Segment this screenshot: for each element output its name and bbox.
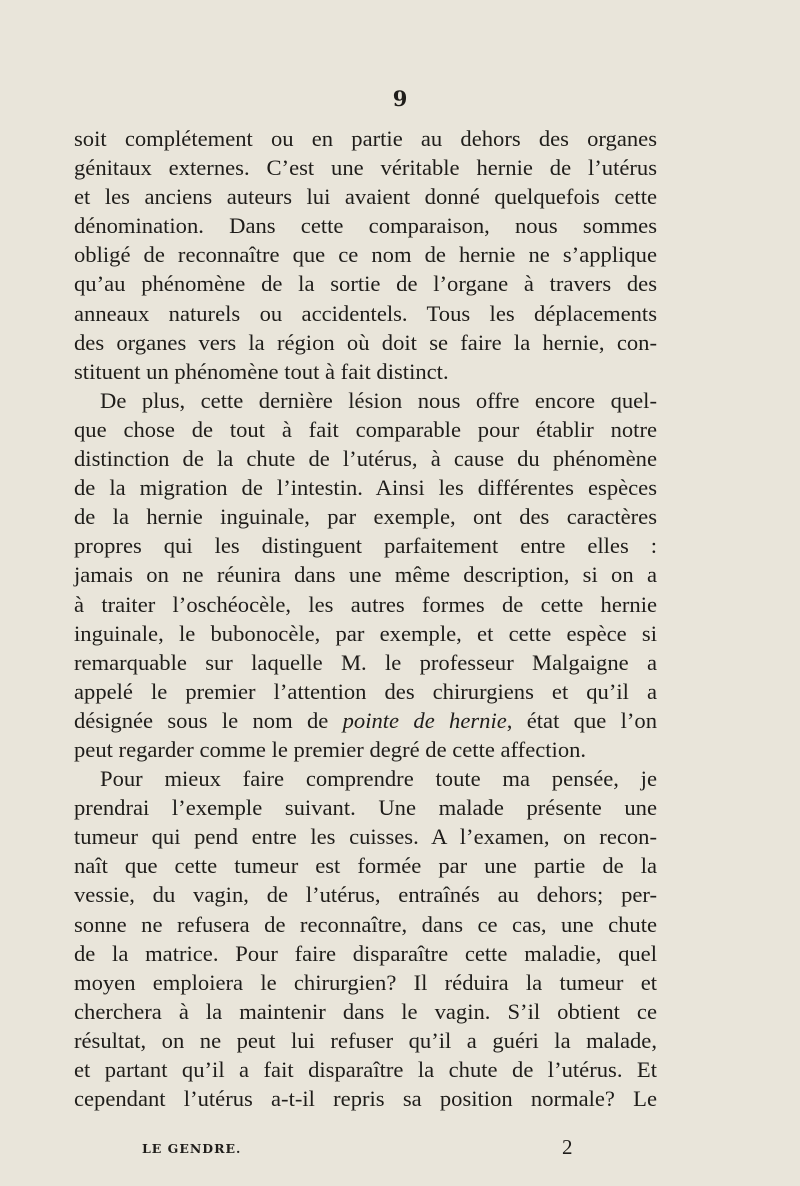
text-line: obligé de reconnaître que ce nom de hernie ne s’applique [74,242,657,268]
text-line: résultat, on ne peut lui refuser qu’il a guéri la malade, [74,1027,657,1053]
text-line: dénomination. Dans cette comparaison, nous sommes [74,213,657,239]
signature-mark: 2 [562,1135,573,1159]
text-line: et les anciens auteurs lui avaient donné quelquefois cette [74,184,657,210]
text-line: tumeur qui pend entre les cuisses. A l’examen, on recon- [74,824,657,850]
text-line: moyen emploiera le chirurgien? Il réduira la tumeur et [74,969,657,995]
text-line: propres qui les distinguent parfaitement entre elles : [74,533,657,559]
text-line: à traiter l’oschéocèle, les autres formes de cette hernie [74,591,657,617]
text-line: stituent un phénomène tout à fait distinct. [74,358,449,384]
text-line: cherchera à la maintenir dans le vagin. S’il obtient ce [74,998,657,1024]
text-line: peut regarder comme le premier degré de cette affection. [74,736,587,762]
text-line: anneaux naturels ou accidentels. Tous les déplacements [74,300,657,326]
text-line: de la matrice. Pour faire disparaître cette maladie, quel [74,940,657,966]
text-line: que chose de tout à fait comparable pour établir notre [74,416,657,442]
text-line: Pour mieux faire comprendre toute ma pensée, je [100,766,657,792]
text-line: désignée sous le nom de pointe de hernie, état que l’on [74,707,657,733]
text-line: cependant l’utérus a-t-il repris sa position normale? Le [74,1086,657,1112]
text-line: qu’au phénomène de la sortie de l’organe à travers des [74,271,657,297]
text-line: soit complétement ou en partie au dehors des organes [74,126,657,151]
text-line: de la migration de l’intestin. Ainsi les différentes espèces [74,475,657,501]
text-line: naît que cette tumeur est formée par une partie de la [74,853,657,879]
page-number: 9 [392,86,408,111]
text-line: vessie, du vagin, de l’utérus, entraînés au dehors; per- [74,882,657,908]
text-line: génitaux externes. C’est une véritable hernie de l’utérus [74,155,657,181]
text-line: remarquable sur laquelle M. le professeur Malgaigne a [74,649,657,675]
text-line: de la hernie inguinale, par exemple, ont des caractères [74,504,657,530]
italic-term: pointe de hernie [342,707,507,733]
text-line: des organes vers la région où doit se faire la hernie, con- [74,329,657,355]
text-line: distinction de la chute de l’utérus, à cause du phénomène [74,446,657,472]
text-line: sonne ne refusera de reconnaître, dans ce cas, une chute [74,911,657,937]
text-line: inguinale, le bubonocèle, par exemple, et cette espèce si [74,620,657,646]
text-line: prendrai l’exemple suivant. Une malade présente une [74,795,657,821]
text-line: De plus, cette dernière lésion nous offre encore quel- [100,387,657,413]
text-line: jamais on ne réunira dans une même description, si on a [74,562,657,588]
text-line: et partant qu’il a fait disparaître la chute de l’utérus. Et [74,1057,657,1082]
running-footer-author: LE GENDRE. [142,1141,242,1156]
text-line: appelé le premier l’attention des chirurgiens et qu’il a [74,678,657,704]
body-text [74,124,657,1113]
